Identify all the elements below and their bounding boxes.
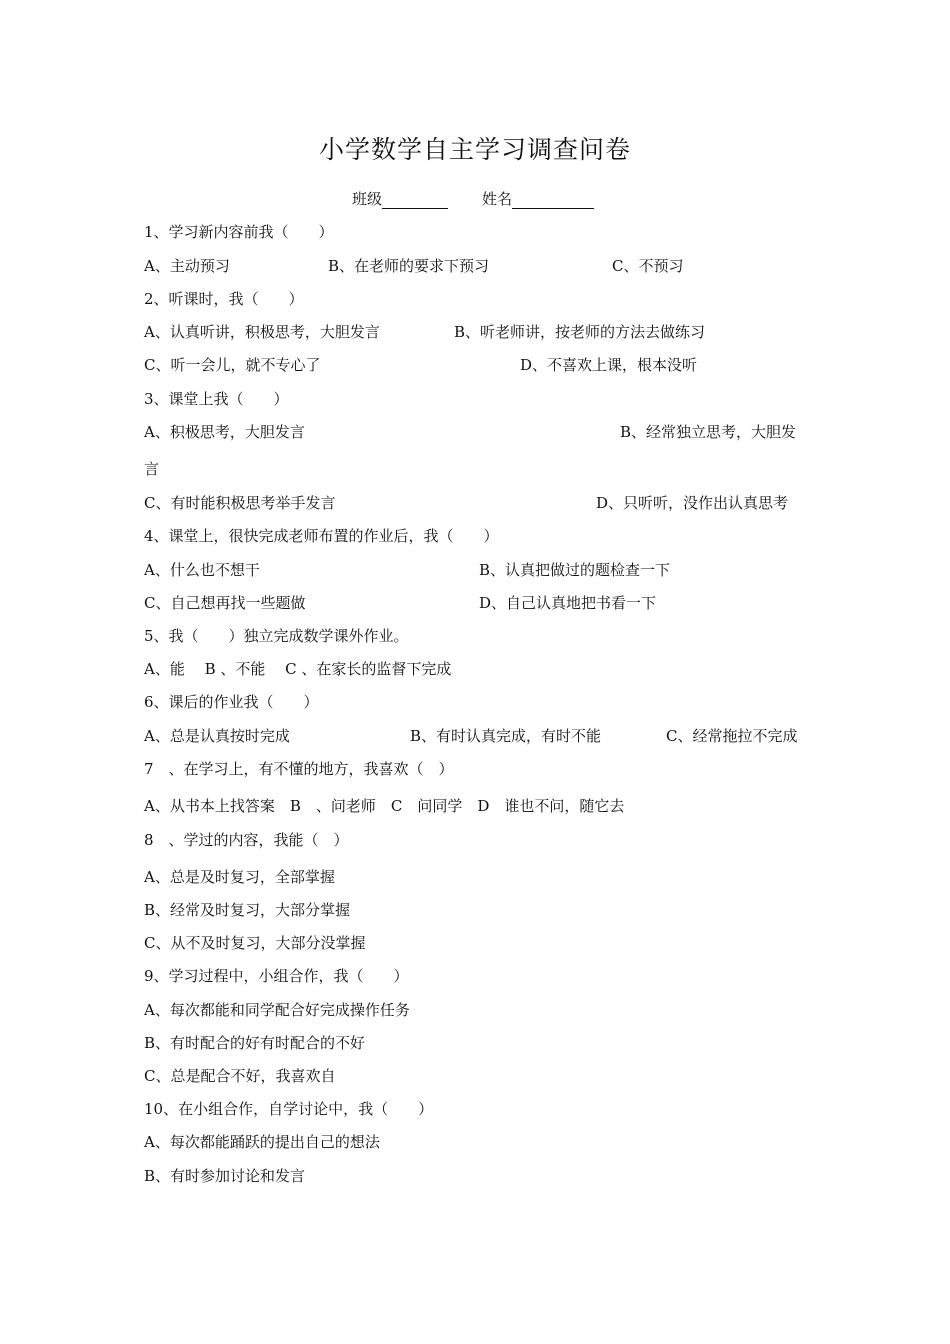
question-10-option-b[interactable]: B、有时参加讨论和发言: [144, 1167, 306, 1185]
question-1-option-a[interactable]: A、主动预习: [144, 257, 230, 275]
question-6-option-a[interactable]: A、总是认真按时完成: [144, 727, 290, 745]
question-2-option-d[interactable]: D、不喜欢上课，根本没听: [520, 356, 698, 374]
question-5-stem: 5、我（ ）独立完成数学课外作业。: [144, 627, 409, 645]
question-5-options[interactable]: A、能 B 、不能 C 、在家长的监督下完成: [144, 660, 452, 678]
question-1-option-b[interactable]: B、在老师的要求下预习: [328, 257, 490, 275]
question-4-option-a[interactable]: A、什么也不想干: [144, 561, 260, 579]
question-6-stem: 6、课后的作业我（ ）: [144, 693, 319, 711]
question-8-option-b[interactable]: B、经常及时复习，大部分掌握: [144, 901, 351, 919]
question-8-stem: 8 、学过的内容，我能（ ）: [144, 831, 349, 849]
question-4-option-b[interactable]: B、认真把做过的题检查一下: [479, 561, 671, 579]
question-3-option-b-wrap: 言: [144, 460, 160, 478]
question-7-options[interactable]: A、从书本上找答案 B 、问老师 C 问同学 D 谁也不问，随它去: [144, 797, 625, 815]
question-6-option-b[interactable]: B、有时认真完成，有时不能: [410, 727, 602, 745]
question-1-option-c[interactable]: C、不预习: [612, 257, 684, 275]
question-3-option-c[interactable]: C、有时能积极思考举手发言: [144, 494, 336, 512]
question-7-stem: 7 、在学习上，有不懂的地方，我喜欢（ ）: [144, 760, 454, 778]
class-blank-field[interactable]: [382, 192, 448, 209]
name-blank-field[interactable]: [512, 192, 594, 209]
question-8-option-c[interactable]: C、从不及时复习，大部分没掌握: [144, 934, 366, 952]
question-1-stem: 1、学习新内容前我（ ）: [144, 223, 334, 241]
question-3-stem: 3、课堂上我（ ）: [144, 390, 289, 408]
question-2-stem: 2、听课时，我（ ）: [144, 290, 304, 308]
question-6-option-c[interactable]: C、经常拖拉不完成: [666, 727, 798, 745]
student-info-fields: [352, 188, 594, 209]
question-9-stem: 9、学习过程中，小组合作，我（ ）: [144, 967, 409, 985]
question-2-option-b[interactable]: B、听老师讲，按老师的方法去做练习: [454, 323, 706, 341]
question-3-option-d[interactable]: D、只听听，没作出认真思考: [596, 494, 789, 512]
question-9-option-b[interactable]: B、有时配合的好有时配合的不好: [144, 1034, 366, 1052]
question-2-option-a[interactable]: A、认真听讲，积极思考，大胆发言: [144, 323, 380, 341]
question-4-stem: 4、课堂上，很快完成老师布置的作业后，我（ ）: [144, 527, 499, 545]
page-title: 小学数学自主学习调查问卷: [318, 135, 631, 164]
name-label: 姓名: [482, 190, 513, 208]
question-3-option-a[interactable]: A、积极思考，大胆发言: [144, 423, 305, 441]
question-10-option-a[interactable]: A、每次都能踊跃的提出自己的想法: [144, 1133, 380, 1151]
class-label: 班级: [352, 190, 383, 208]
question-4-option-d[interactable]: D、自己认真地把书看一下: [479, 594, 657, 612]
question-9-option-a[interactable]: A、每次都能和同学配合好完成操作任务: [144, 1001, 410, 1019]
question-10-stem: 10、在小组合作，自学讨论中，我（ ）: [144, 1100, 434, 1118]
question-2-option-c[interactable]: C、听一会儿，就不专心了: [144, 356, 321, 374]
question-4-option-c[interactable]: C、自己想再找一些题做: [144, 594, 306, 612]
question-8-option-a[interactable]: A、总是及时复习，全部掌握: [144, 868, 335, 886]
question-3-option-b[interactable]: B、经常独立思考，大胆发: [620, 423, 797, 441]
question-9-option-c[interactable]: C、总是配合不好，我喜欢自: [144, 1067, 336, 1085]
